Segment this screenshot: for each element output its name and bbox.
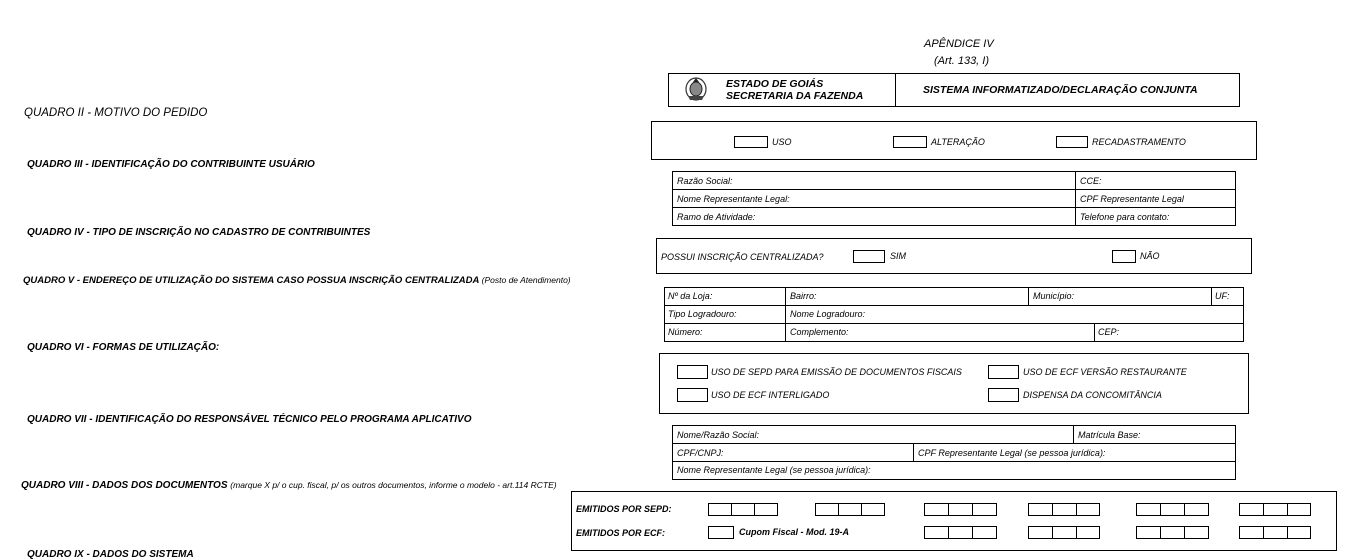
q8-sepd-box[interactable] [1076,503,1100,516]
q2-alteracao-checkbox[interactable] [893,136,927,148]
q3-razao-social[interactable]: Razão Social: [673,172,1076,190]
q3-ramo[interactable]: Ramo de Atividade: [673,208,1076,226]
q6-interligado-label: USO DE ECF INTERLIGADO [711,390,830,400]
q4-sim-checkbox[interactable] [853,250,885,263]
q2-title: QUADRO II - MOTIVO DO PEDIDO [24,107,208,119]
q2-uso-checkbox[interactable] [734,136,768,148]
q4-nao-checkbox[interactable] [1112,250,1136,263]
q5-col-line [1094,323,1095,342]
q8-sepd-box[interactable] [754,503,778,516]
q4-sim-label: SIM [890,251,907,261]
q8-sepd-box[interactable] [924,503,949,516]
q3-cpf-representante[interactable]: CPF Representante Legal [1076,190,1236,208]
q7-nome-rep[interactable]: Nome Representante Legal (se pessoa jurídica): [677,465,871,475]
q5-box [664,287,1244,342]
q8-title: QUADRO VIII - DADOS DOS DOCUMENTOS (marque X p/ o cup. fiscal, p/ os outros documentos, informe o modelo - art.114 RCTE) [21,480,557,491]
q8-sepd-label: EMITIDOS POR SEPD: [576,504,672,514]
q8-sepd-box[interactable] [1287,503,1311,516]
q8-ecf-box[interactable] [1028,526,1053,539]
q3-title: QUADRO III - IDENTIFICAÇÃO DO CONTRIBUINTE USUÁRIO [27,159,315,170]
q5-col-line [1211,287,1212,305]
q8-ecf-box[interactable] [1076,526,1100,539]
q7-matricula[interactable]: Matrícula Base: [1078,430,1141,440]
q8-sepd-box[interactable] [948,503,973,516]
q5-bairro[interactable]: Bairro: [790,291,817,301]
header-divider [895,73,896,107]
q3-cce[interactable]: CCE: [1076,172,1236,190]
q8-sepd-box[interactable] [1239,503,1264,516]
q6-sepd-label: USO DE SEPD PARA EMISSÃO DE DOCUMENTOS FISCAIS [711,367,962,377]
q9-title: QUADRO IX - DADOS DO SISTEMA [27,549,194,560]
q3-telefone[interactable]: Telefone para contato: [1076,208,1236,226]
q6-interligado-checkbox[interactable] [677,388,708,402]
q8-cupom-label: Cupom Fiscal - Mod. 19-A [739,527,850,537]
q8-ecf-box[interactable] [1263,526,1288,539]
q8-ecf-box[interactable] [1239,526,1264,539]
q8-sepd-box[interactable] [1052,503,1077,516]
q7-title: QUADRO VII - IDENTIFICAÇÃO DO RESPONSÁVEL TÉCNICO PELO PROGRAMA APLICATIVO [27,414,472,425]
q5-loja[interactable]: Nº da Loja: [668,291,713,301]
q4-title: QUADRO IV - TIPO DE INSCRIÇÃO NO CADASTRO DE CONTRIBUINTES [27,227,371,238]
q6-concomitancia-label: DISPENSA DA CONCOMITÂNCIA [1023,390,1162,400]
q5-numero[interactable]: Número: [668,327,703,337]
state-seal-icon [684,76,708,102]
q5-nome-logradouro[interactable]: Nome Logradouro: [790,309,866,319]
q2-recadastramento-checkbox[interactable] [1056,136,1088,148]
appendix-label: APÊNDICE IV [924,38,994,50]
q8-sepd-box[interactable] [1136,503,1161,516]
q6-sepd-checkbox[interactable] [677,365,708,379]
q7-row-line [672,461,1236,462]
q8-sepd-box[interactable] [861,503,885,516]
q5-complemento[interactable]: Complemento: [790,327,849,337]
q7-col-line [913,443,914,461]
q6-concomitancia-checkbox[interactable] [988,388,1019,402]
q8-ecf-box[interactable] [1184,526,1209,539]
q8-sepd-box[interactable] [815,503,839,516]
q5-uf[interactable]: UF: [1215,291,1230,301]
q8-sepd-box[interactable] [1160,503,1185,516]
q6-restaurante-checkbox[interactable] [988,365,1019,379]
q8-ecf-box[interactable] [1160,526,1185,539]
q8-ecf-box[interactable] [972,526,997,539]
q7-row-line [672,443,1236,444]
q8-sepd-box[interactable] [972,503,997,516]
q6-title: QUADRO VI - FORMAS DE UTILIZAÇÃO: [27,342,220,353]
q5-col-line [1028,287,1029,305]
state-name: ESTADO DE GOIÁS SECRETARIA DA FAZENDA [726,78,864,102]
q8-ecf-box[interactable] [1136,526,1161,539]
q3-table [672,171,1236,226]
q7-nome[interactable]: Nome/Razão Social: [677,430,760,440]
q5-municipio[interactable]: Município: [1033,291,1075,301]
q2-recadastramento-label: RECADASTRAMENTO [1092,137,1186,147]
system-title: SISTEMA INFORMATIZADO/DECLARAÇÃO CONJUNTA [923,84,1198,96]
q5-title: QUADRO V - ENDEREÇO DE UTILIZAÇÃO DO SISTEMA CASO POSSUA INSCRIÇÃO CENTRALIZADA (Posto de Atendimento) [23,275,571,286]
q8-ecf-box[interactable] [1052,526,1077,539]
q8-sepd-box[interactable] [1263,503,1288,516]
q5-col-line [785,287,786,342]
q8-box [571,491,1337,551]
q2-uso-label: USO [772,137,792,147]
q8-ecf-box[interactable] [924,526,949,539]
q7-cpf-rep[interactable]: CPF Representante Legal (se pessoa jurídica): [918,448,1106,458]
q8-ecf-label: EMITIDOS POR ECF: [576,528,666,538]
q8-ecf-box[interactable] [1287,526,1311,539]
q4-question: POSSUI INSCRIÇÃO CENTRALIZADA? [661,252,824,262]
q8-sepd-box[interactable] [1028,503,1053,516]
q8-sepd-box[interactable] [1184,503,1209,516]
q5-cep[interactable]: CEP: [1098,327,1120,337]
q8-cupom-checkbox[interactable] [708,526,734,539]
q8-ecf-box[interactable] [948,526,973,539]
q7-cpf-cnpj[interactable]: CPF/CNPJ: [677,448,724,458]
q6-restaurante-label: USO DE ECF VERSÃO RESTAURANTE [1023,367,1187,377]
q2-alteracao-label: ALTERAÇÃO [931,137,985,147]
q8-sepd-box[interactable] [731,503,755,516]
q7-col-line [1073,425,1074,443]
q8-sepd-box[interactable] [838,503,862,516]
q5-row-line [664,305,1244,306]
q5-tipo-logradouro[interactable]: Tipo Logradouro: [668,309,737,319]
q8-sepd-box[interactable] [708,503,732,516]
article-label: (Art. 133, I) [934,55,990,67]
q3-representante[interactable]: Nome Representante Legal: [673,190,1076,208]
q4-nao-label: NÃO [1140,251,1160,261]
q6-box [659,353,1249,414]
q5-row-line [664,323,1244,324]
